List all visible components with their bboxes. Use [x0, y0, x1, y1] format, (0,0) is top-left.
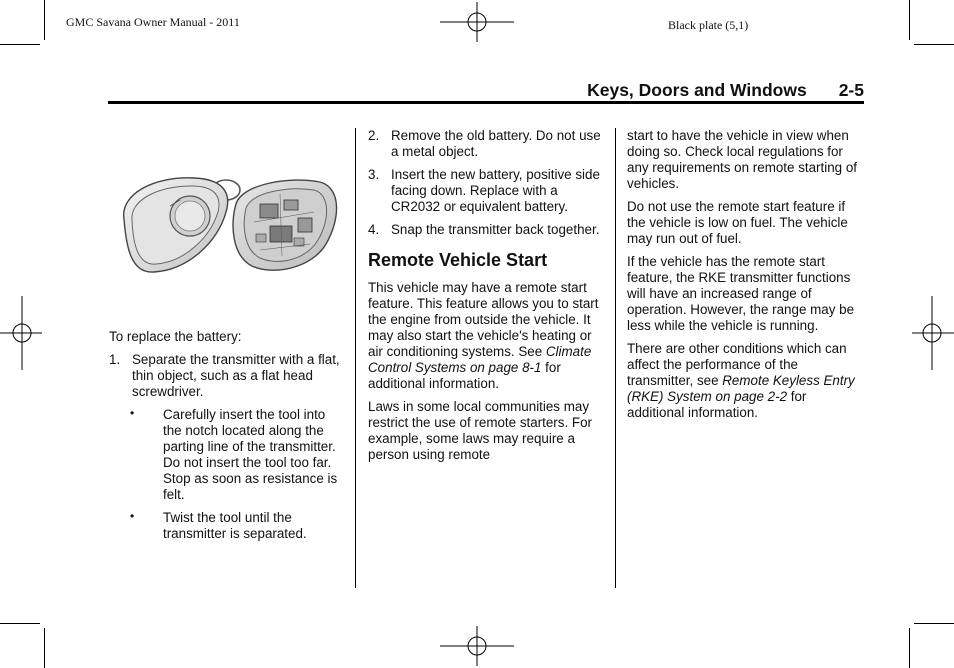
crop-mark — [909, 628, 910, 668]
page-number: 2-5 — [838, 80, 864, 100]
step-2 — [368, 128, 608, 160]
bullet-text: Twist the tool until the transmitter is separated. — [163, 510, 307, 541]
manual-title: GMC Savana Owner Manual - 2011 — [66, 15, 240, 29]
remote-start-para-2: Laws in some local communities may restrict the use of remote starters. For example, some laws may require a person using remote — [368, 399, 592, 462]
registration-mark-top — [440, 2, 514, 42]
crop-mark — [0, 44, 40, 45]
remote-start-para-3: start to have the vehicle in view when doing so. Check local regulations for any requirements on remote starting of vehicles. — [627, 128, 857, 191]
registration-mark-bottom — [440, 626, 514, 666]
step-text: Separate the transmitter with a flat, thin object, such as a flat head screwdriver. — [132, 352, 340, 399]
remote-start-heading: Remote Vehicle Start — [368, 250, 548, 270]
remote-start-para-5: If the vehicle has the remote start feature, the RKE transmitter functions will have an increased range of operation. However, the range may be less while the vehicle is running. — [627, 254, 855, 333]
para-text: This vehicle may have a remote start feature. This feature allows you to start the engine from outside the vehicle. It may also start the vehicle's heating or air conditioning systems. See — [368, 280, 599, 359]
step-text: Insert the new battery, positive side facing down. Replace with a CR2032 or equivalent battery. — [391, 167, 600, 214]
para-text: for additional information. — [627, 389, 807, 420]
climate-control-reference[interactable]: Climate Control Systems on page 8-1 — [368, 344, 592, 375]
crop-mark — [914, 44, 954, 45]
remote-start-para-4: Do not use the remote start feature if the vehicle is low on fuel. The vehicle may run out of fuel. — [627, 199, 848, 246]
crop-mark — [0, 623, 40, 624]
header-rule — [108, 101, 864, 104]
registration-mark-left — [0, 296, 42, 370]
column-2 — [368, 128, 608, 470]
remote-start-para-6 — [627, 341, 867, 421]
key-fob-illustration — [114, 164, 350, 278]
bullet-symbol: • — [130, 406, 135, 420]
step-text: Snap the transmitter back together. — [391, 222, 600, 237]
column-divider — [355, 128, 356, 588]
crop-mark — [44, 0, 45, 40]
step-4 — [368, 222, 608, 238]
section-title — [587, 80, 864, 101]
step-number: 3. — [368, 167, 380, 182]
battery-intro: To replace the battery: — [109, 329, 242, 344]
para-text: for additional information. — [368, 360, 561, 391]
column-3 — [627, 128, 867, 428]
step-1 — [109, 352, 345, 400]
step-number: 2. — [368, 128, 380, 143]
plate-label: Black plate (5,1) — [668, 18, 749, 32]
bullet-2 — [109, 510, 345, 542]
registration-mark-right — [912, 296, 954, 370]
step-3 — [368, 167, 608, 215]
para-text: There are other conditions which can affect the performance of the transmitter, see — [627, 341, 847, 388]
step-number: 1. — [109, 352, 121, 367]
column-divider — [615, 128, 616, 588]
section-name: Keys, Doors and Windows — [587, 80, 807, 100]
crop-mark — [914, 623, 954, 624]
crop-mark — [909, 0, 910, 40]
bullet-1 — [109, 407, 345, 503]
step-text: Remove the old battery. Do not use a metal object. — [391, 128, 601, 159]
bullet-text: Carefully insert the tool into the notch located along the parting line of the transmitter. Do not insert the tool too far. Stop as soon as resistance is felt. — [163, 407, 338, 502]
crop-mark — [44, 628, 45, 668]
remote-start-para-1 — [368, 280, 608, 392]
step-number: 4. — [368, 222, 380, 237]
column-1 — [109, 329, 345, 549]
rke-system-reference[interactable]: Remote Keyless Entry (RKE) System on page 2-2 — [627, 373, 855, 404]
bullet-symbol: • — [130, 509, 135, 523]
